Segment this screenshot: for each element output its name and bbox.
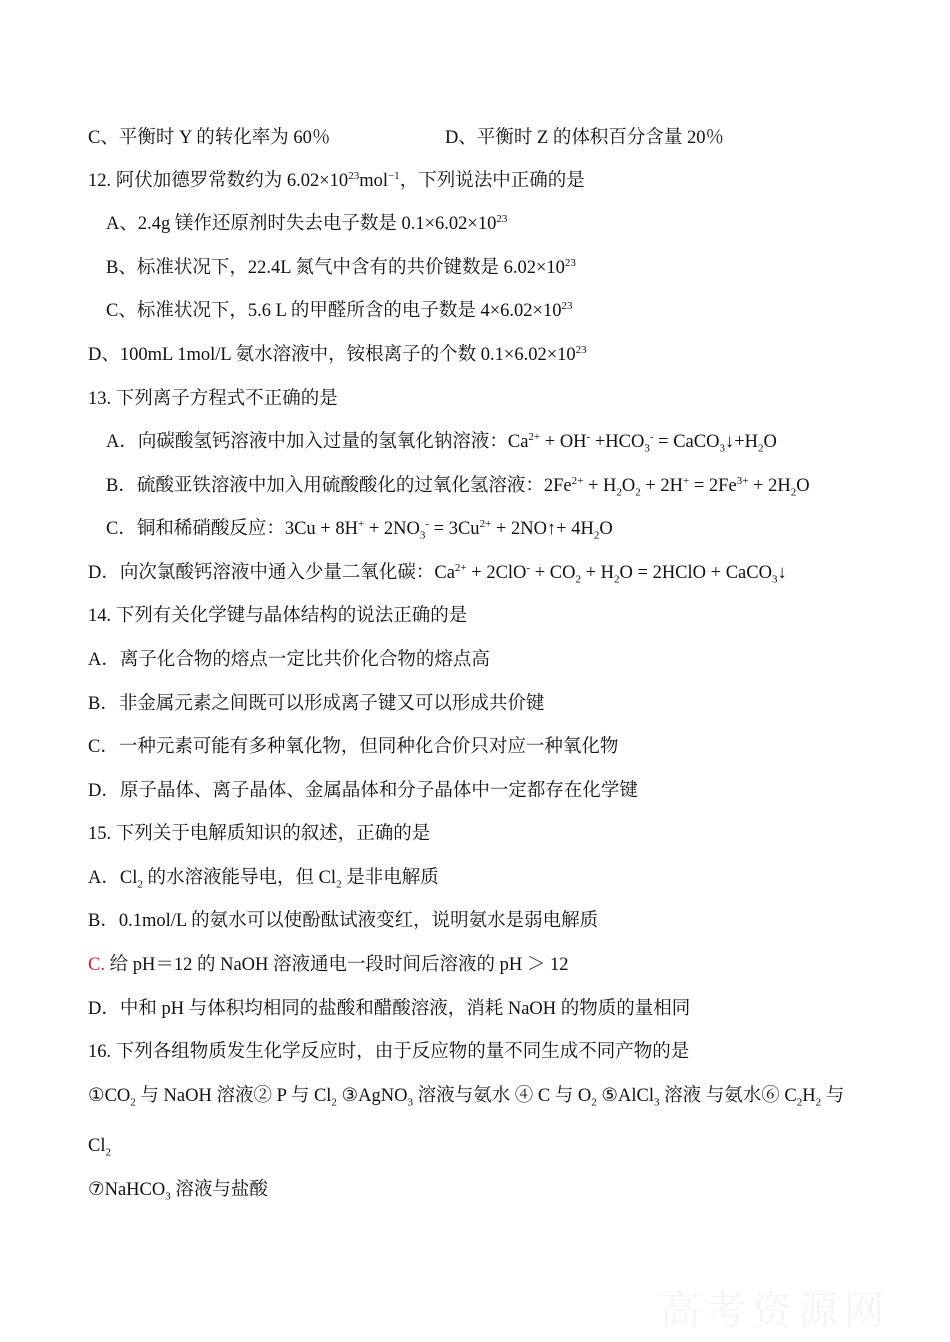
- q11-option-d: D、平衡时 Z 的体积百分含量 20％: [445, 128, 725, 148]
- q13-option-c: C．铜和稀硝酸反应：$3Cu + 8H^+ + 2NO_3^- = 3Cu^{2+}$ + 2NO↑+ $4H_2O$: [106, 517, 613, 542]
- q14-stem: 14. 下列有关化学键与晶体结构的说法正确的是: [88, 606, 468, 626]
- q16-list-line-2: $Cl_2$: [88, 1136, 111, 1159]
- q15-option-a: A．$Cl_2$ 的水溶液能导电，但 $Cl_2$ 是非电解质: [88, 868, 439, 891]
- q12-option-b: B、标准状况下，22.4L 氮气中含有的共价键数是 $6.02\times 10^{23}$: [106, 256, 576, 278]
- q13-option-a: A．向碳酸氢钙溶液中加入过量的氢氧化钠溶液：$Ca^{2+} + OH^- +HCO_3^-$ = $CaCO_3↓+H_2O$: [106, 430, 777, 455]
- q15-option-c: C. 给 pH＝12 的 NaOH 溶液通电一段时间后溶液的 pH ＞ 12: [88, 955, 569, 975]
- q13-option-d: D．向次氯酸钙溶液中通入少量二氧化碳：$Ca^{2+} + 2ClO^- + CO_2 + H_2O$ = 2HClO + CaCO$_3$↓: [88, 561, 787, 586]
- q12-option-c: C、标准状况下，5.6 L 的甲醛所含的电子数是 $4\times 6.02\times 10^{23}$: [106, 299, 573, 321]
- q12-stem: 12. 阿伏加德罗常数约为 $6.02\times 10^{23}mol^{-1}$，下列说法中正确的是: [88, 169, 585, 191]
- q15-answer-mark: C.: [88, 955, 105, 975]
- q16-list-line-1: $①CO_2$ 与 NaOH 溶液② P 与 $Cl_2$ ③AgNO$_3$ 溶液与氨水 ④ C 与 $O_2$ ⑤AlCl$_3$ 溶液 与氨水⑥ $C_2H_2$ 与: [88, 1086, 845, 1109]
- q13-stem: 13. 下列离子方程式不正确的是: [88, 389, 338, 409]
- q14-option-c: C．一种元素可能有多种氧化物，但同种化合价只对应一种氧化物: [88, 737, 619, 757]
- q15-option-b: B．0.1mol/L 的氨水可以使酚酞试液变红，说明氨水是弱电解质: [88, 911, 599, 931]
- q16-list-line-3: ⑦NaHCO$_3$ 溶液与盐酸: [88, 1180, 268, 1203]
- q12-option-d: D、100mL 1mol/L 氨水溶液中，铵根离子的个数 $0.1\times 6.02\times 10^{23}$: [88, 343, 587, 365]
- q14-option-a: A．离子化合物的熔点一定比共价化合物的熔点高: [88, 650, 490, 670]
- q12-option-a: A、2.4g 镁作还原剂时失去电子数是 $0.1\times 6.02\times 10^{23}$: [106, 212, 508, 234]
- watermark: 高考资源网: [660, 1288, 890, 1334]
- q14-option-b: B．非金属元素之间既可以形成离子键又可以形成共价键: [88, 694, 545, 714]
- q13-option-b: B．硫酸亚铁溶液中加入用硫酸酸化的过氧化氢溶液：$2Fe^{2+} + H_2O_2 + 2H^+ = 2Fe^{3+} + 2H_2O$: [106, 474, 810, 499]
- q14-option-d: D．原子晶体、离子晶体、金属晶体和分子晶体中一定都存在化学键: [88, 781, 638, 801]
- q15-option-d: D．中和 pH 与体积均相同的盐酸和醋酸溶液，消耗 NaOH 的物质的量相同: [88, 999, 691, 1019]
- q11-option-c: C、平衡时 Y 的转化率为 60％: [88, 128, 331, 148]
- q16-stem: 16. 下列各组物质发生化学反应时，由于反应物的量不同生成不同产物的是: [88, 1042, 690, 1062]
- q15-stem: 15. 下列关于电解质知识的叙述，正确的是: [88, 824, 431, 844]
